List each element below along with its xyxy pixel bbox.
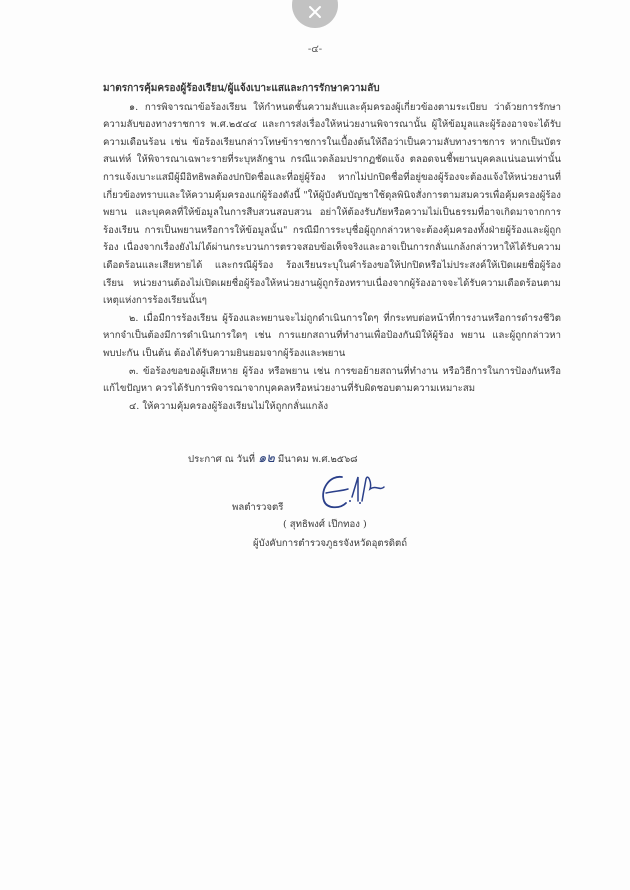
paragraph-4: ๔. ให้ความคุ้มครองผู้ร้องเรียนไม่ให้ถูกกลั่นแกล้ง bbox=[129, 400, 329, 412]
paragraph-3: ๓. ข้อร้องขอของผู้เสียหาย ผู้ร้อง หรือพยาน เช่น การขอย้ายสถานที่ทำงาน หรือวิธีการในการป้องกันหรือแก้ไขปัญหา ควรได้รับการพิจารณาจากบุคคลหรือหน่วยงานที่รับผิดชอบตามความเหมาะสม bbox=[103, 365, 561, 395]
signer-position: ผู้บังคับการตำรวจภูธรจังหวัดอุตรดิตถ์ bbox=[253, 538, 408, 549]
close-button[interactable] bbox=[292, 0, 338, 28]
announce-prefix: ประกาศ ณ วันที่ bbox=[188, 454, 255, 465]
signer-rank: พลตำรวจตรี bbox=[232, 502, 284, 513]
close-icon bbox=[308, 5, 322, 19]
document-body bbox=[103, 80, 561, 415]
signature bbox=[312, 467, 392, 519]
section-heading: มาตรการคุ้มครองผู้ร้องเรียน/ผู้แจ้งเบาะแสและการรักษาความลับ bbox=[103, 83, 380, 94]
announce-suffix: มีนาคม พ.ศ.๒๕๖๘ bbox=[277, 454, 358, 465]
paragraph-1: ๑. การพิจารณาข้อร้องเรียน ให้กำหนดชั้นความลับและคุ้มครองผู้เกี่ยวข้องตามระเบียบ ว่าด้วยการรักษาความลับของทางราชการ พ.ศ.๒๕๔๔ และการส่งเรื่องให้หน่วยงานพิจารณานั้น ผู้ให้ข้อมูลและผู้ร้องอาจจะได้รับความเดือนร้อน เช่น ข้อร้องเรียนกล่าวโทษข้าราชการในเบื้องต้นให้ถือว่าเป็นความลับทางราชการ หากเป็นบัตรสนเท่ห์ ให้พิจารณาเฉพาะรายที่ระบุหลักฐาน กรณีแวดล้อมปรากฏชัดแจ้ง ตลอดจนชี้พยานบุคคลแน่นอนเท่านั้น การแจ้งเบาะแสมีผู้มีอิทธิพลต้องปกปิดชื่อและที่อยู่ผู้ร้อง หากไม่ปกปิดชื่อที่อยู่ของผู้ร้องจะต้องแจ้งให้หน่วยงานที่เกี่ยวข้องทราบและให้ความคุ้มครองแก่ผู้ร้องดังนี้ "ให้ผู้บังคับบัญชาใช้ดุลพินิจสั่งการตามสมควรเพื่อคุ้มครองผู้ร้อง พยาน และบุคคลที่ให้ข้อมูลในการสืบสวนสอบสวน อย่าให้ต้องรับภัยหรือความไม่เป็นธรรมที่อาจเกิดมาจากการร้องเรียน การเป็นพยานหรือการให้ข้อมูลนั้น" กรณีมีการระบุชื่อผู้ถูกกล่าวหาจะต้องคุ้มครองทั้งฝ่ายผู้ร้องและผู้ถูกร้อง เนื่องจากเรื่องยังไม่ได้ผ่านกระบวนการตรวจสอบข้อเท็จจริงและอาจเป็นการกลั่นแกล้งกล่าวหาให้ได้รับความเดือดร้อนและเสียหายได้ และกรณีผู้ร้อง ร้องเรียนระบุในคำร้องขอให้ปกปิดหรือไม่ประสงค์ให้เปิดเผยชื่อผู้ร้องเรียน หน่วยงานต้องไม่เปิดเผยชื่อผู้ร้องให้หน่วยงานผู้ถูกร้องทราบเนื่องจากผู้ร้องอาจจะได้รับความเดือดร้อนตามเหตุแห่งการร้องเรียนนั้นๆ bbox=[103, 101, 561, 307]
page-number: -๔- bbox=[307, 44, 323, 55]
paragraph-2: ๒. เมื่อมีการร้องเรียน ผู้ร้องและพยานจะไม่ถูกดำเนินการใดๆ ที่กระทบต่อหน้าที่การงานหรือการดำรงชีวิต หากจำเป็นต้องมีการดำเนินการใดๆ เช่น การแยกสถานที่ทำงานเพื่อป้องกันมิให้ผู้ร้อง พยาน และผู้ถูกกล่าวหาพบปะกัน เป็นต้น ต้องได้รับความยินยอมจากผู้ร้องและพยาน bbox=[103, 312, 561, 359]
announcement-date bbox=[188, 447, 358, 468]
signature-icon bbox=[312, 467, 392, 515]
signer-name: ( สุทธิพงศ์ เป๊กทอง ) bbox=[283, 519, 367, 530]
announce-day: ๑๒ bbox=[258, 451, 275, 466]
